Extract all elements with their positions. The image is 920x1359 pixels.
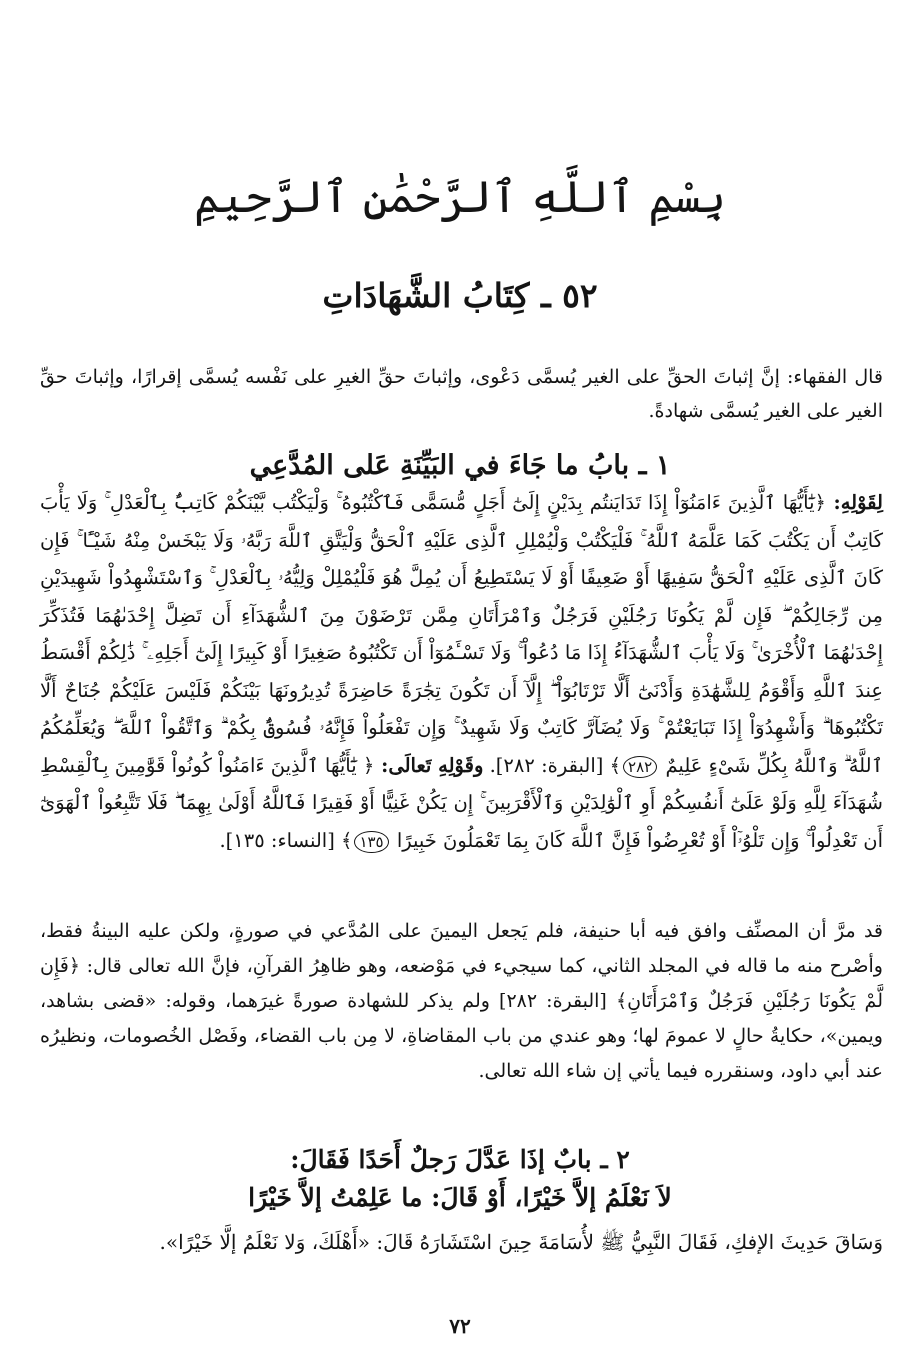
chapter-1-lead: لِقَوْلِهِ: bbox=[825, 491, 883, 514]
ayah-number-282: ٢٨٢ bbox=[623, 756, 657, 778]
basmala-heading: بِسْمِ ٱللَّهِ ٱلرَّحْمَٰنِ ٱلرَّحِيمِ bbox=[194, 172, 726, 223]
commentary-paragraph: قد مرَّ أن المصنِّف وافق فيه أبا حنيفة، فلم يَجعل اليمينَ على المُدَّعي في صورةٍ، ولكن عليه البينةُ فقط، وأصْرح منه ما قاله في المجلد الثاني، كما سيجيء في مَوْضعه، وهو ظاهِرُ القرآنِ، فإنَّ الله تعالى قال: ﴿فَإِن لَّمْ يَكُونَا رَجُلَيْنِ فَرَجُلٌ وَٱمْرَأَتَانِ﴾ [البقرة: ٢٨٢] ولم يذكر للشهادة صورةً غيرَهما، وقوله: «قضى بشاهد، ويمين»، حكايةُ حالٍ لا عمومَ لها؛ وهو عندي من باب المقاضاةِ، لا مِن باب القضاء، وفَصْل الخُصومات، ونظيرُه عند أبي داود، وسنقرره فيما يأتي إن شاء الله تعالى. bbox=[40, 920, 884, 1082]
intro-paragraph: قال الفقهاء: إنَّ إثباتَ الحقِّ على الغير يُسمَّى دَعْوى، وإثباتَ حقِّ الغيرِ على نَفْسه يُسمَّى إقرارًا، وإثباتَ حقِّ الغير على الغير يُسمَّى شهادةً. bbox=[40, 366, 883, 422]
chapter-2-title bbox=[0, 1141, 920, 1217]
chapter-2-title-line1: ٢ ـ بابٌ إذَا عَدَّلَ رَجلٌ أَحَدًا فَقَالَ: bbox=[290, 1145, 630, 1174]
hadith-paragraph: وَسَاقَ حَدِيثَ الإفكِ، فَقَالَ النَّبِيُّ ﷺ لأُسَامَةَ حِينَ اسْتَشَارَهُ قَالَ: «أَهْلَكَ، وَلا نَعْلَمُ إلَّا خَيْرًا». bbox=[159, 1230, 883, 1254]
quran-verse-nisa-135: ﴿ يَٰٓأَيُّهَا ٱلَّذِينَ ءَامَنُواْ كُونُواْ قَوَّٰمِينَ بِٱلْقِسْطِ شُهَدَآءَ لِلَّهِ وَلَوْ عَلَىٰٓ أَنفُسِكُمْ أَوِ ٱلْوَٰلِدَيْنِ وَٱلْأَقْرَبِينَ ۚ إِن يَكُنْ غَنِيًّا أَوْ فَقِيرًا فَٱللَّهُ أَوْلَىٰ بِهِمَا ۖ فَلَا تَتَّبِعُواْ ٱلْهَوَىٰٓ أَن تَعْدِلُواْ ۚ وَإِن تَلْوُۥٓاْ أَوْ تُعْرِضُواْ فَإِنَّ ٱللَّهَ كَانَ بِمَا تَعْمَلُونَ خَبِيرًا bbox=[40, 753, 883, 852]
reference-baqarah: ﴾ [البقرة: ٢٨٢]. bbox=[483, 753, 622, 777]
quran-verse-baqarah-282: ﴿يَٰٓأَيُّهَا ٱلَّذِينَ ءَامَنُوٓاْ إِذَا تَدَايَنتُم بِدَيْنٍ إِلَىٰٓ أَجَلٍ مُّسَمًّى فَٱكْتُبُوهُ ۚ وَلْيَكْتُب بَّيْنَكُمْ كَاتِبٌۢ بِٱلْعَدْلِ ۚ وَلَا يَأْبَ كَاتِبٌ أَن يَكْتُبَ كَمَا عَلَّمَهُ ٱللَّهُ ۚ فَلْيَكْتُبْ وَلْيُمْلِلِ ٱلَّذِى عَلَيْهِ ٱلْحَقُّ وَلْيَتَّقِ ٱللَّهَ رَبَّهُۥ وَلَا يَبْخَسْ مِنْهُ شَيْـًٔا ۚ فَإِن كَانَ ٱلَّذِى عَلَيْهِ ٱلْحَقُّ سَفِيهًا أَوْ ضَعِيفًا أَوْ لَا يَسْتَطِيعُ أَن يُمِلَّ هُوَ فَلْيُمْلِلْ وَلِيُّهُۥ بِٱلْعَدْلِ ۚ وَٱسْتَشْهِدُواْ شَهِيدَيْنِ مِن رِّجَالِكُمْ ۖ فَإِن لَّمْ يَكُونَا رَجُلَيْنِ فَرَجُلٌ وَٱمْرَأَتَانِ مِمَّن تَرْضَوْنَ مِنَ ٱلشُّهَدَآءِ أَن تَضِلَّ إِحْدَىٰهُمَا فَتُذَكِّرَ إِحْدَىٰهُمَا ٱلْأُخْرَىٰ ۚ وَلَا يَأْبَ ٱلشُّهَدَآءُ إِذَا مَا دُعُواْ ۚ وَلَا تَسْـَٔمُوٓاْ أَن تَكْتُبُوهُ صَغِيرًا أَوْ كَبِيرًا إِلَىٰٓ أَجَلِهِۦ ۚ ذَٰلِكُمْ أَقْسَطُ عِندَ ٱللَّهِ وَأَقْوَمُ لِلشَّهَٰدَةِ وَأَدْنَىٰٓ أَلَّا تَرْتَابُوٓاْ ۖ إِلَّآ أَن تَكُونَ تِجَٰرَةً حَاضِرَةً تُدِيرُونَهَا بَيْنَكُمْ فَلَيْسَ عَلَيْكُمْ جُنَاحٌ أَلَّا تَكْتُبُوهَا ۗ وَأَشْهِدُوٓاْ إِذَا تَبَايَعْتُمْ ۚ وَلَا يُضَآرَّ كَاتِبٌ وَلَا شَهِيدٌ ۚ وَإِن تَفْعَلُواْ فَإِنَّهُۥ فُسُوقٌۢ بِكُمْ ۗ وَٱتَّقُواْ ٱللَّهَ ۖ وَيُعَلِّمُكُمُ ٱللَّهُ ۗ وَٱللَّهُ بِكُلِّ شَىْءٍ عَلِيمٌ bbox=[40, 491, 883, 777]
chapter-2-title-line2: لاَ نَعْلَمُ إلاَّ خَيْرًا، أَوْ قَالَ: ما عَلِمْتُ إلاَّ خَيْرًا bbox=[248, 1183, 672, 1212]
page-number: ٧٢ bbox=[449, 1314, 471, 1338]
lead-2: وقَوْلِهِ تَعالَى: bbox=[374, 753, 484, 777]
chapter-1-title: ١ ـ بابُ ما جَاءَ في البَيِّنَةِ عَلى المُدَّعِي bbox=[249, 450, 671, 481]
reference-nisa: ﴾ [النساء: ١٣٥]. bbox=[219, 828, 353, 852]
quran-citation-block bbox=[40, 484, 883, 859]
book-title: ٥٢ ـ كِتَابُ الشَّهَادَاتِ bbox=[322, 276, 598, 315]
ayah-number-135: ١٣٥ bbox=[354, 831, 388, 853]
